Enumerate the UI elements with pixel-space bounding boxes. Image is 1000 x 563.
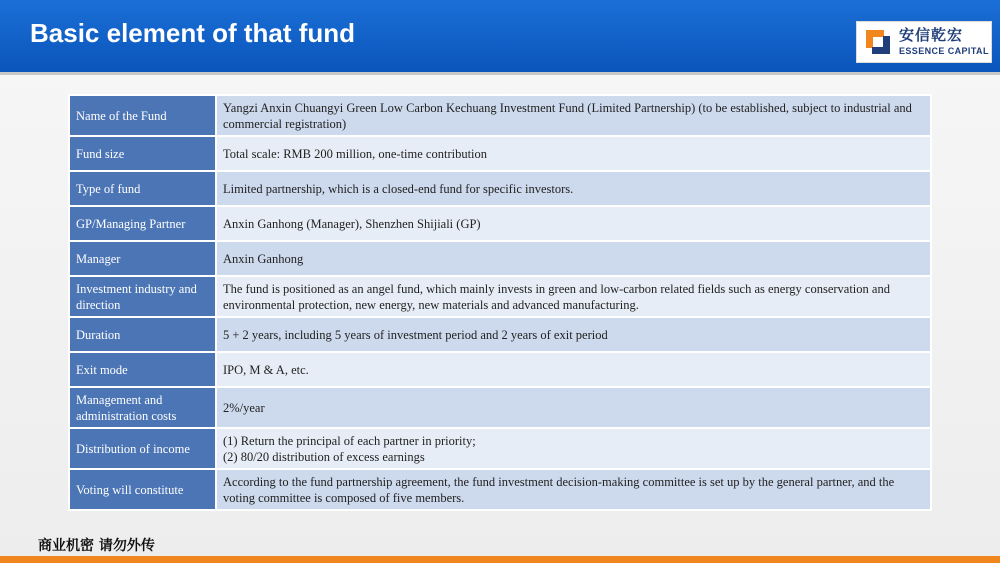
confidential-notice: 商业机密 请勿外传 bbox=[38, 538, 155, 554]
row-label: Management and administration costs bbox=[69, 387, 216, 428]
row-value: According to the fund partnership agreement, the fund investment decision-making committee is set up by the general partner, and the voting committee is composed of five members. bbox=[216, 469, 931, 510]
row-value: IPO, M & A, etc. bbox=[216, 352, 931, 387]
table-row bbox=[69, 352, 931, 387]
table-row bbox=[69, 206, 931, 241]
value-line: (1) Return the principal of each partner in priority; bbox=[223, 433, 476, 448]
row-value: Total scale: RMB 200 million, one-time contribution bbox=[216, 136, 931, 171]
row-value: Limited partnership, which is a closed-end fund for specific investors. bbox=[216, 171, 931, 206]
row-label: GP/Managing Partner bbox=[69, 206, 216, 241]
table-row bbox=[69, 428, 931, 469]
page-title: Basic element of that fund bbox=[30, 18, 356, 48]
table-row bbox=[69, 317, 931, 352]
row-value: 5 + 2 years, including 5 years of investment period and 2 years of exit period bbox=[216, 317, 931, 352]
table-row bbox=[69, 95, 931, 136]
table-row bbox=[69, 469, 931, 510]
table-row bbox=[69, 241, 931, 276]
table-row bbox=[69, 136, 931, 171]
value-line: (2) 80/20 distribution of excess earnings bbox=[223, 449, 425, 464]
row-label: Distribution of income bbox=[69, 428, 216, 469]
logo-text-en: ESSENCE CAPITAL bbox=[899, 46, 989, 56]
row-value bbox=[216, 428, 931, 469]
table-row bbox=[69, 387, 931, 428]
row-value: Anxin Ganhong (Manager), Shenzhen Shijiali (GP) bbox=[216, 206, 931, 241]
table-row bbox=[69, 171, 931, 206]
essence-capital-logo-icon bbox=[864, 28, 892, 56]
fund-elements-table bbox=[68, 94, 932, 511]
row-label: Fund size bbox=[69, 136, 216, 171]
row-label: Investment industry and direction bbox=[69, 276, 216, 317]
row-label: Exit mode bbox=[69, 352, 216, 387]
row-label: Manager bbox=[69, 241, 216, 276]
row-label: Voting will constitute bbox=[69, 469, 216, 510]
row-label: Name of the Fund bbox=[69, 95, 216, 136]
row-value: The fund is positioned as an angel fund, which mainly invests in green and low-carbon related fields such as energy conservation and environmental protection, new energy, new materials and advanced manufacturing. bbox=[216, 276, 931, 317]
row-value: Yangzi Anxin Chuangyi Green Low Carbon Kechuang Investment Fund (Limited Partnership) (to be established, subject to industrial and commercial registration) bbox=[216, 95, 931, 136]
row-value: Anxin Ganhong bbox=[216, 241, 931, 276]
footer-accent-bar bbox=[0, 556, 1000, 563]
logo-text-cn: 安信乾宏 bbox=[899, 26, 964, 44]
header-bar bbox=[0, 0, 1000, 75]
row-label: Duration bbox=[69, 317, 216, 352]
row-value: 2%/year bbox=[216, 387, 931, 428]
table-row bbox=[69, 276, 931, 317]
row-label: Type of fund bbox=[69, 171, 216, 206]
company-logo bbox=[856, 21, 992, 63]
